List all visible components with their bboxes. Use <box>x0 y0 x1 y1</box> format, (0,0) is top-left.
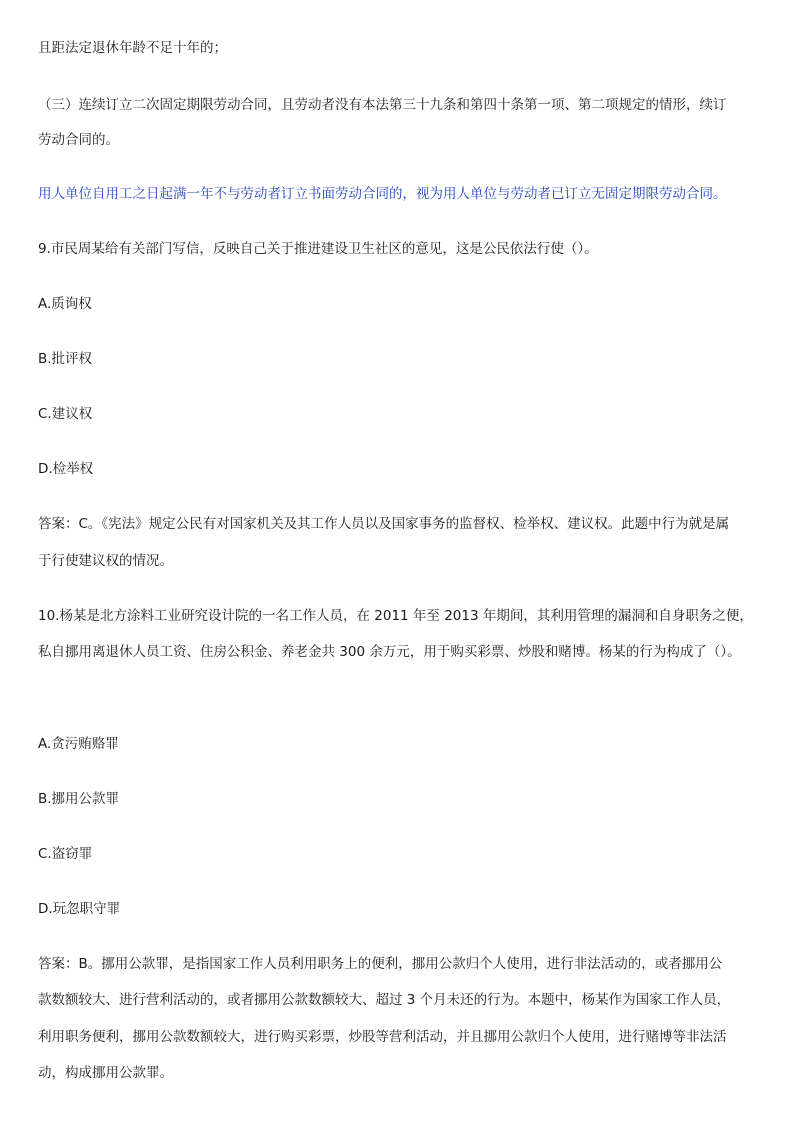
question-9-option-c: C.建议权 <box>38 406 93 422</box>
question-10-answer-line-4: 动，构成挪用公款罪。 <box>38 1065 173 1081</box>
question-9-answer-line-2: 于行使建议权的情况。 <box>38 553 173 569</box>
question-9-option-b: B.批评权 <box>38 351 93 367</box>
question-10-stem-line-2: 私自挪用离退休人员工资、住房公积金、养老金共 300 余万元，用于购买彩票、炒股和赌博。杨某的行为构成了（）。 <box>38 644 741 660</box>
question-10-option-d: D.玩忽职守罪 <box>38 901 121 917</box>
question-9-answer-line-1: 答案：C。《宪法》规定公民有对国家机关及其工作人员以及国家事务的监督权、检举权、建议权。此题中行为就是属 <box>38 516 730 532</box>
question-10-option-a: A.贪污贿赂罪 <box>38 736 119 752</box>
question-10-option-c: C.盗窃罪 <box>38 846 93 862</box>
question-9-option-d: D.检举权 <box>38 461 94 477</box>
question-10-stem-line-1: 10.杨某是北方涂料工业研究设计院的一名工作人员，在 2011 年至 2013 年期间，其利用管理的漏洞和自身职务之便， <box>38 608 753 624</box>
highlight-note: 用人单位自用工之日起满一年不与劳动者订立书面劳动合同的，视为用人单位与劳动者已订立无固定期限劳动合同。 <box>38 186 727 202</box>
intro-line: 且距法定退休年龄不足十年的； <box>38 40 227 56</box>
clause-three-line-2: 劳动合同的。 <box>38 132 119 148</box>
question-10-option-b: B.挪用公款罪 <box>38 791 120 807</box>
clause-three-line-1: （三）连续订立二次固定期限劳动合同，且劳动者没有本法第三十九条和第四十条第一项、第二项规定的情形，续订 <box>38 97 727 113</box>
question-9-option-a: A.质询权 <box>38 296 92 312</box>
question-10-answer-line-2: 款数额较大、进行营利活动的，或者挪用公款数额较大、超过 3 个月未还的行为。本题中，杨某作为国家工作人员， <box>38 992 731 1008</box>
question-10-answer-line-3: 利用职务便利，挪用公款数额较大，进行购买彩票，炒股等营利活动，并且挪用公款归个人使用，进行赌博等非法活 <box>38 1029 727 1045</box>
question-9-stem: 9.市民周某给有关部门写信，反映自己关于推进建设卫生社区的意见，这是公民依法行使（）。 <box>38 241 598 257</box>
question-10-answer-line-1: 答案：B。挪用公款罪，是指国家工作人员利用职务上的便利，挪用公款归个人使用，进行非法活动的，或者挪用公 <box>38 956 723 972</box>
